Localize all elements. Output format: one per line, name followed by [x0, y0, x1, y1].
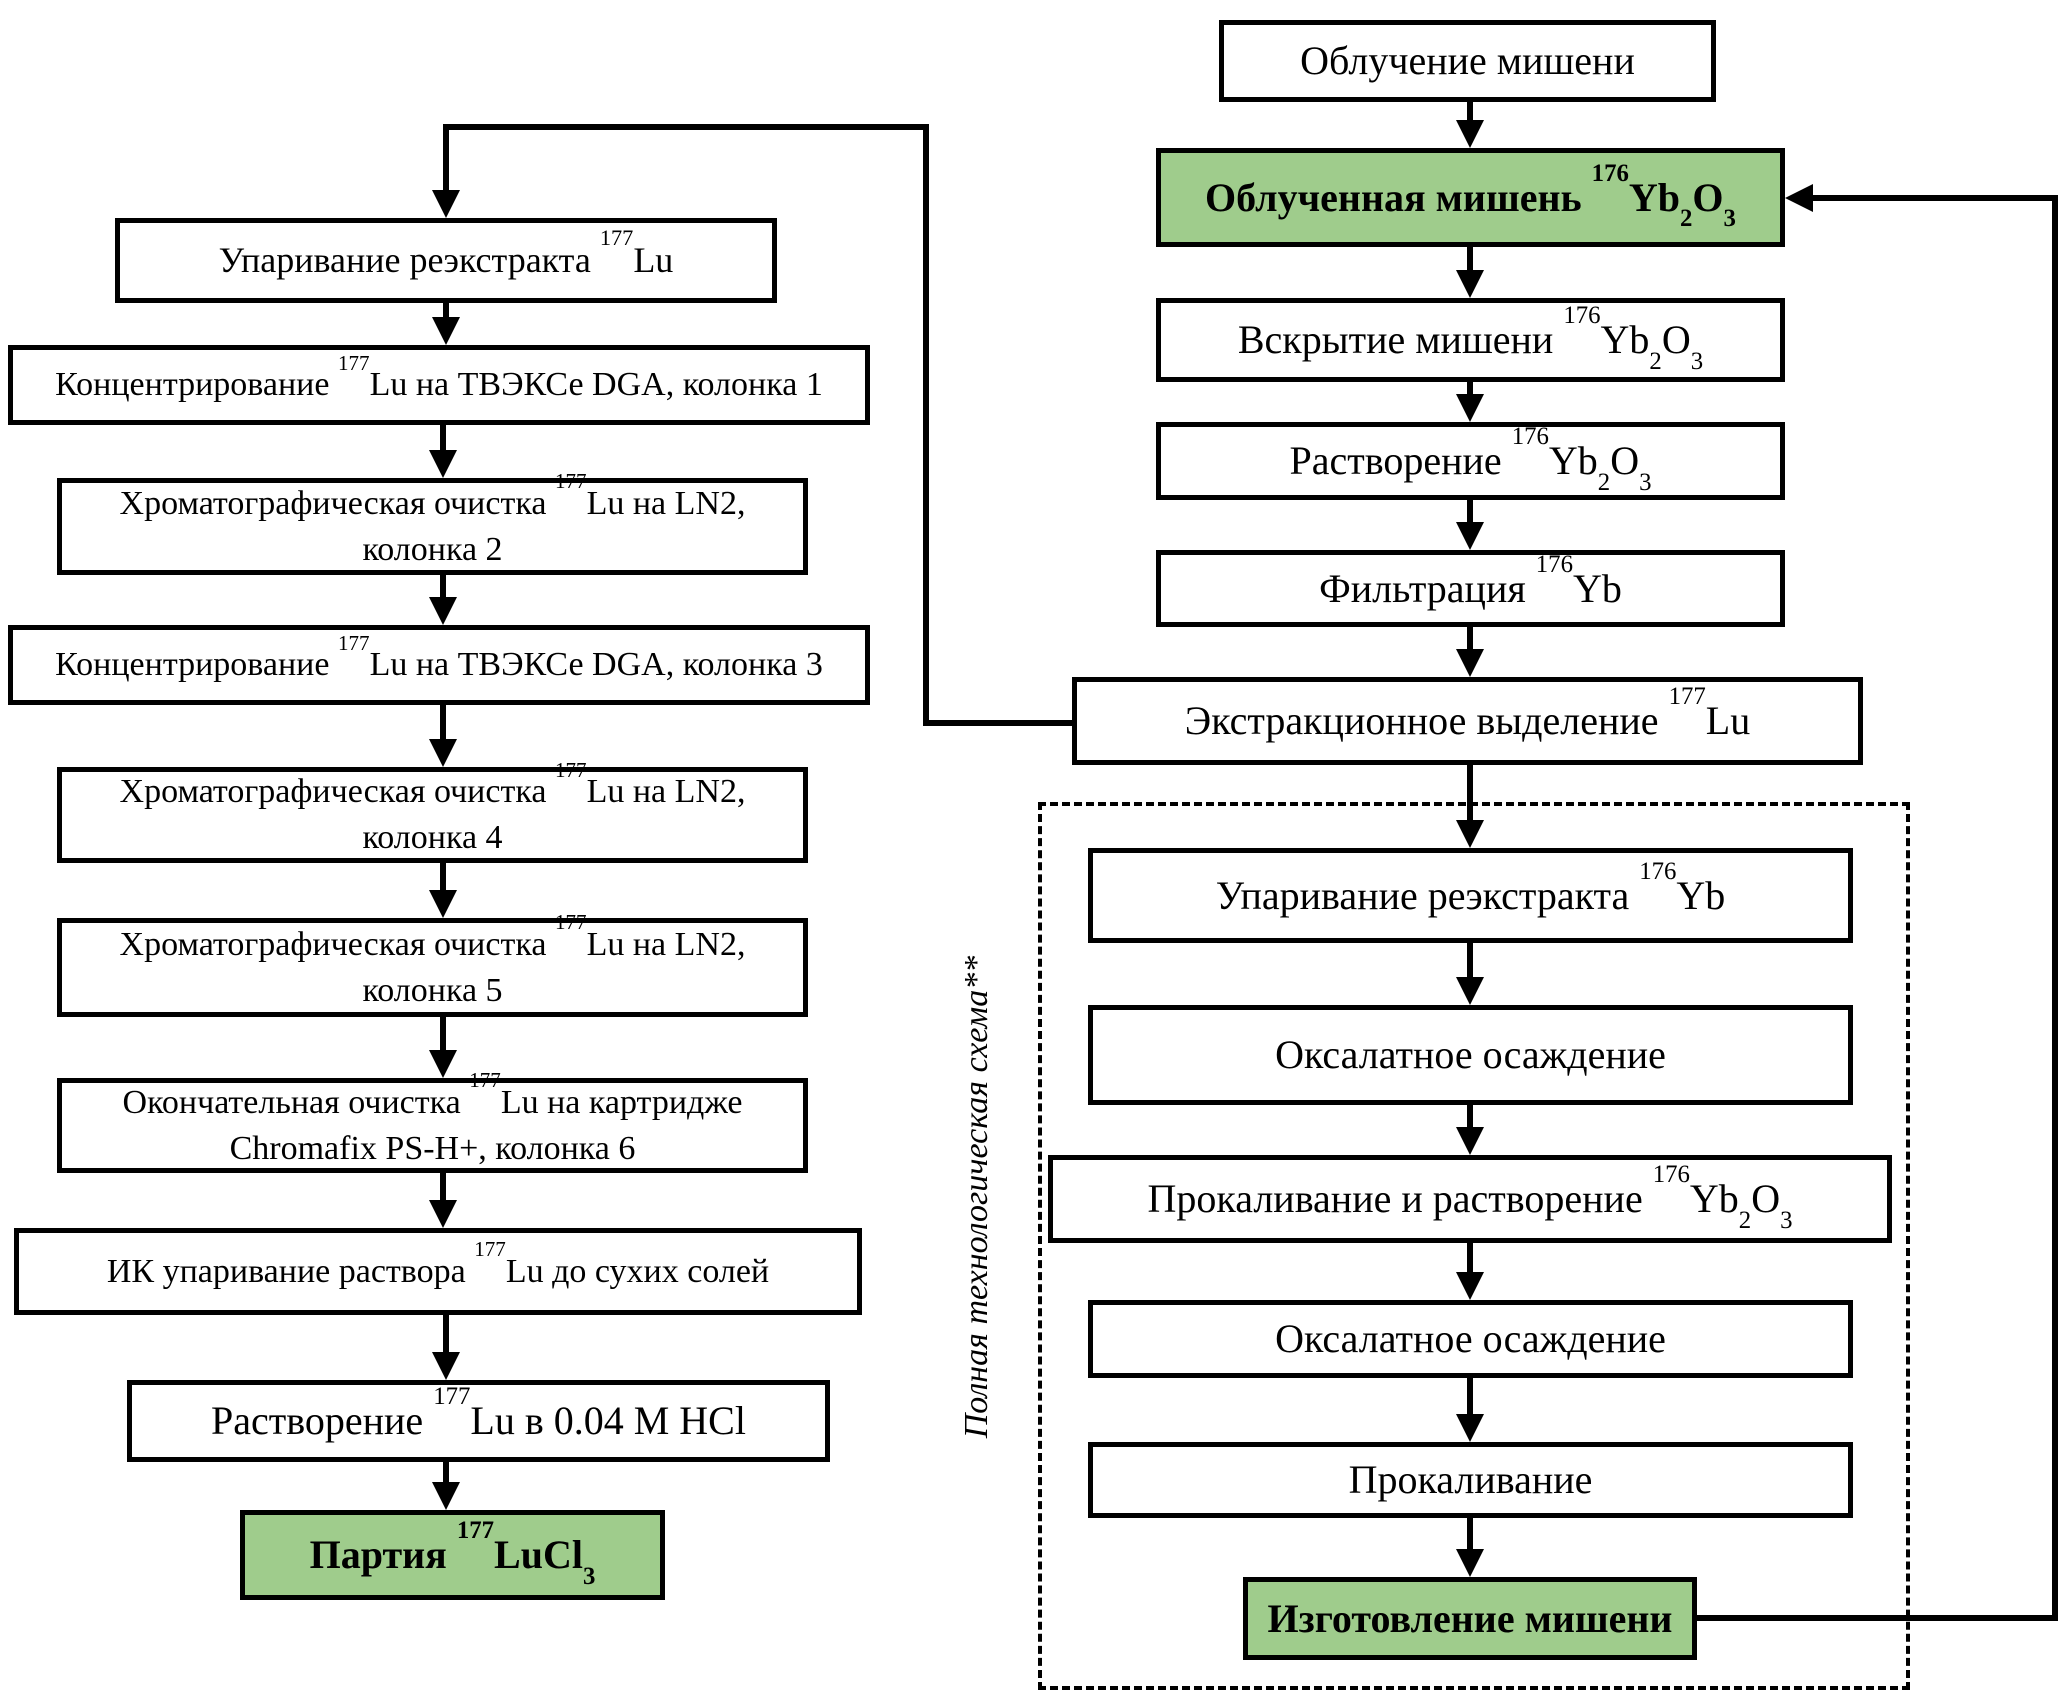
step-dissolve-lu-hcl	[127, 1380, 830, 1462]
flow-arrow-down	[1456, 1105, 1484, 1155]
step-chroma-ln2-col4	[57, 757, 808, 863]
step-label: Прокаливание	[1348, 1457, 1593, 1502]
step-label: Оксалатное осаждение	[1275, 1316, 1666, 1361]
step-label: Вскрытие мишени $^{176}Yb_2O_3$	[1237, 302, 1704, 375]
step-label: Хроматографическая очистка $^{177}$Lu на LN2, колонка 5	[119, 910, 746, 1009]
step-extract-lu	[1072, 677, 1863, 765]
flow-arrow-down	[1456, 102, 1484, 148]
flow-arrow-down	[1456, 1518, 1484, 1577]
step-label: ИК упаривание раствора $^{177}$Lu до сухих солей	[106, 1237, 770, 1290]
step-irradiate-target	[1219, 20, 1716, 102]
step-final-chromafix-col6	[57, 1068, 808, 1173]
flow-arrow-down	[1456, 765, 1484, 848]
step-open-target	[1156, 298, 1785, 382]
step-calcination	[1088, 1442, 1853, 1518]
step-label: Хроматографическая очистка $^{177}$Lu на LN2, колонка 2	[119, 469, 746, 568]
step-label: Хроматографическая очистка $^{177}$Lu на LN2, колонка 4	[119, 757, 746, 856]
flow-arrow-down	[432, 1462, 460, 1510]
step-dissolve-yb2o3	[1156, 422, 1785, 500]
flow-arrow-down	[432, 1315, 460, 1380]
flow-arrow-down	[1456, 627, 1484, 677]
flow-arrow-down	[1456, 500, 1484, 550]
step-concentrate-dga-col1	[8, 345, 870, 425]
step-label: Упаривание реэкстракта $^{177}$Lu	[218, 225, 674, 281]
flow-arrow-down	[1456, 247, 1484, 298]
flow-arrow-down	[429, 863, 457, 918]
flow-arrow-down	[432, 126, 460, 218]
step-label: Фильтрация $^{176}$Yb	[1319, 550, 1622, 611]
step-label: Экстракционное выделение $^{177}$Lu	[1184, 683, 1751, 743]
step-filter-yb	[1156, 550, 1785, 627]
step-oxalate-precipitation-2	[1088, 1300, 1853, 1378]
step-concentrate-dga-col3	[8, 625, 870, 705]
loop-connector-vertical	[923, 124, 929, 726]
flow-arrow-down	[429, 1017, 457, 1078]
step-label: Концентрирование $^{177}$Lu на ТВЭКСе DGA, колонка 1	[55, 350, 823, 404]
step-batch-lucl3	[240, 1510, 665, 1600]
step-label: Облучение мишени	[1300, 38, 1635, 83]
side-label-full-scheme: Полная технологическая схема**	[958, 955, 995, 1439]
step-label: Упаривание реэкстракта $^{176}$Yb	[1215, 857, 1726, 918]
step-label: Прокаливание и растворение $^{176}Yb_2O_3$	[1147, 1161, 1793, 1234]
step-evaporate-reextract-lu	[115, 218, 777, 303]
step-label: Изготовление мишени	[1267, 1595, 1673, 1641]
recycle-connector-top-horizontal	[1813, 195, 2058, 201]
step-chroma-ln2-col5	[57, 910, 808, 1017]
step-target-fabrication	[1243, 1577, 1697, 1660]
flow-arrow-down	[1456, 1243, 1484, 1300]
step-ik-evaporate-dry-salts	[14, 1228, 862, 1315]
step-label: Оксалатное осаждение	[1275, 1032, 1666, 1077]
step-calcine-dissolve-yb2o3	[1048, 1155, 1892, 1243]
step-chroma-ln2-col2	[57, 469, 808, 575]
step-evaporate-reextract-yb	[1088, 848, 1853, 943]
loop-connector-top-horizontal	[443, 124, 929, 130]
flow-arrow-down	[1456, 382, 1484, 422]
step-label: Партия $^{177}$LuCl$_3$	[309, 1517, 596, 1590]
step-label: Окончательная очистка $^{177}$Lu на картридже Chromafix PS-H+, колонка 6	[122, 1068, 743, 1167]
step-label: Облученная мишень $^{176}Yb_2O_3$	[1205, 159, 1736, 233]
flow-arrow-down	[429, 1173, 457, 1228]
flow-arrow-down	[1456, 943, 1484, 1005]
flow-arrow-down	[1456, 1378, 1484, 1442]
step-oxalate-precipitation-1	[1088, 1005, 1853, 1105]
flow-arrow-down	[429, 425, 457, 478]
recycle-connector-vertical	[2052, 195, 2058, 1621]
flow-arrow-down	[432, 303, 460, 345]
flow-arrow-down	[429, 705, 457, 767]
loop-connector-bottom-horizontal	[923, 720, 1075, 726]
step-label: Растворение $^{176}Yb_2O_3$	[1289, 423, 1652, 496]
step-label: Концентрирование $^{177}$Lu на ТВЭКСе DGA, колонка 3	[55, 630, 823, 684]
flow-arrow-down	[429, 575, 457, 625]
step-irradiated-target	[1156, 148, 1785, 247]
step-label: Растворение $^{177}$Lu в 0.04 М HCl	[211, 1383, 746, 1443]
recycle-arrowhead-left	[1785, 184, 1813, 212]
